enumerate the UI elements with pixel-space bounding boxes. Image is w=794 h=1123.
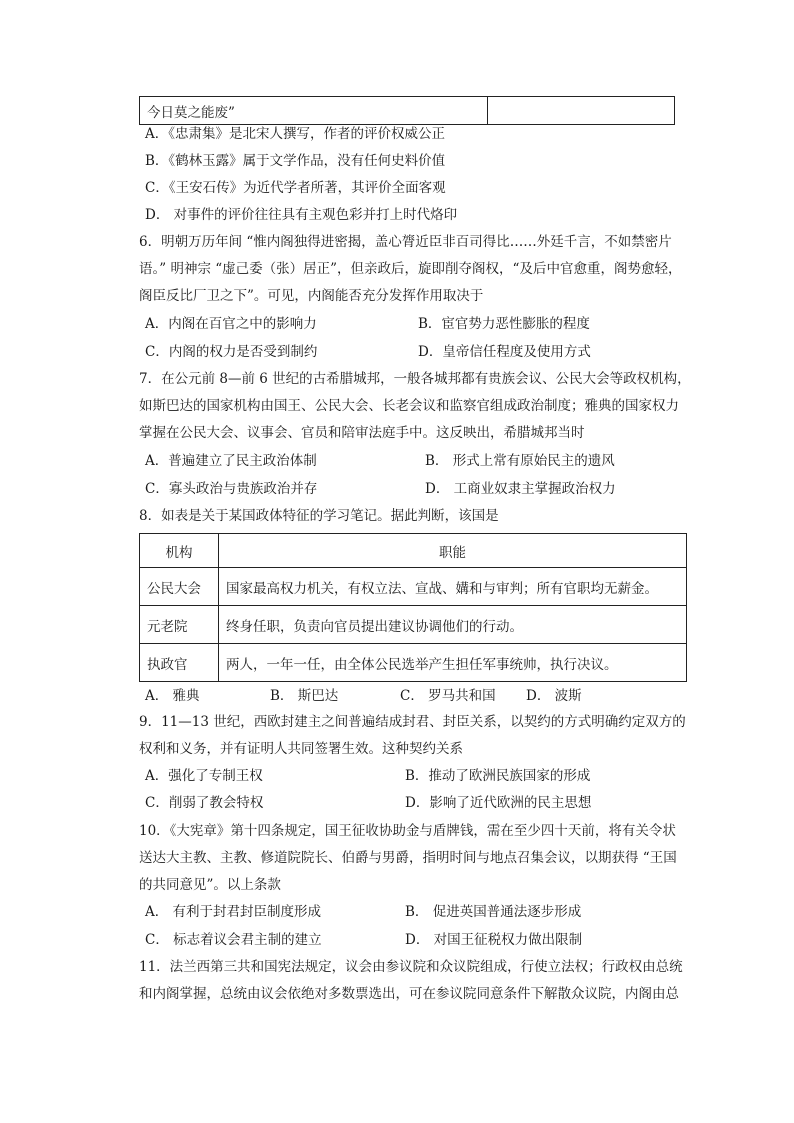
q8-option-b: B． 斯巴达 xyxy=(270,688,339,704)
q10-option-c: C． 标志着议会君主制的建立 xyxy=(145,932,322,948)
top-table-cell: 今日莫之能废” xyxy=(140,97,488,125)
q7-stem-line-3: 掌握在公民大会、议事会、官员和陪审法庭手中。这反映出，希腊城邦当时 xyxy=(139,425,585,441)
q10-stem-line-3: 的共同意见”。以上条款 xyxy=(139,877,281,893)
q7-option-c: C．寡头政治与贵族政治并存 xyxy=(145,481,318,497)
q7-stem-line-1: 7．在公元前 8—前 6 世纪的古希腊城邦，一般各城邦都有贵族会议、公民大会等政权机构， xyxy=(139,371,691,387)
q8-option-a: A． 雅典 xyxy=(145,688,200,704)
q8-table-cell: 元老院 xyxy=(140,606,219,644)
table-row xyxy=(140,606,687,644)
q7-stem-line-2: 如斯巴达的国家机构由国王、公民大会、长老会议和监察官组成政治制度；雅典的国家权力 xyxy=(139,398,679,414)
q6-option-b: B．宦官势力恶性膨胀的程度 xyxy=(418,316,590,332)
q7-option-b: B． 形式上常有原始民主的遗风 xyxy=(425,453,615,469)
q11-stem-line-2: 和内阁掌握，总统由议会依绝对多数票选出，可在参议院同意条件下解散众议院，内阁由总 xyxy=(139,986,679,1002)
q7-option-d: D． 工商业奴隶主掌握政治权力 xyxy=(425,481,616,497)
q8-table-cell: 终身任职，负责向官员提出建议协调他们的行动。 xyxy=(219,606,687,644)
table-row xyxy=(140,644,687,682)
q10-stem-line-1: 10．《大宪章》第十四条规定，国王征收协助金与盾牌钱，需在至少四十天前，将有关令状 xyxy=(139,823,676,839)
top-table-empty-cell xyxy=(488,97,675,125)
top-table xyxy=(139,96,675,125)
q8-table xyxy=(139,533,687,682)
q8-option-c: C． 罗马共和国 xyxy=(400,688,496,704)
q9-stem-line-2: 权利和义务，并有证明人共同签署生效。这种契约关系 xyxy=(139,741,463,757)
q8-table-cell: 国家最高权力机关，有权立法、宣战、媾和与审判；所有官职均无薪金。 xyxy=(219,568,687,606)
q5-option-d: D． 对事件的评价往往具有主观色彩并打上时代烙印 xyxy=(145,207,458,223)
q8-table-cell: 公民大会 xyxy=(140,568,219,606)
q8-table-cell: 两人，一年一任，由全体公民选举产生担任军事统帅，执行决议。 xyxy=(219,644,687,682)
q6-stem-line-1: 6．明朝万历年间 “惟内阁独得进密揭，盖心膂近臣非百司得比……外廷千言，不如禁密片 xyxy=(139,234,672,250)
q10-option-b: B． 促进英国普通法逐步形成 xyxy=(405,904,582,920)
q6-option-a: A．内阁在百官之中的影响力 xyxy=(145,316,317,332)
q8-table-header-function: 职能 xyxy=(219,534,687,568)
q10-option-d: D． 对国王征税权力做出限制 xyxy=(405,932,583,948)
q9-option-d: D．影响了近代欧洲的民主思想 xyxy=(405,795,592,811)
q7-option-a: A．普遍建立了民主政治体制 xyxy=(145,453,317,469)
q5-option-b: B．《鹤林玉露》属于文学作品，没有任何史料价值 xyxy=(145,153,446,169)
q6-stem-line-3: 阁臣反比厂卫之下”。可见，内阁能否充分发挥作用取决于 xyxy=(139,288,484,304)
q5-option-c: C．《王安石传》为近代学者所著，其评价全面客观 xyxy=(145,180,446,196)
q11-stem-line-1: 11．法兰西第三共和国宪法规定，议会由参议院和众议院组成，行使立法权；行政权由总统 xyxy=(139,959,683,975)
q10-stem-line-2: 送达大主教、主教、修道院院长、伯爵与男爵，指明时间与地点召集会议，以期获得 “王国 xyxy=(139,850,677,866)
q6-stem-line-2: 语。” 明神宗 “虚己委（张）居正”，但亲政后，旋即削夺阁权，“及后中官愈重，阁势愈轻， xyxy=(139,261,682,277)
q6-option-d: D．皇帝信任程度及使用方式 xyxy=(418,344,591,360)
table-row xyxy=(140,568,687,606)
q8-table-header-institution: 机构 xyxy=(140,534,219,568)
q9-option-b: B．推动了欧洲民族国家的形成 xyxy=(405,768,591,784)
q8-table-cell: 执政官 xyxy=(140,644,219,682)
q9-option-c: C．削弱了教会特权 xyxy=(145,795,264,811)
q6-option-c: C．内阁的权力是否受到制约 xyxy=(145,344,318,360)
q10-option-a: A． 有利于封君封臣制度形成 xyxy=(145,904,322,920)
q8-option-d: D． 波斯 xyxy=(526,688,582,704)
q5-option-a: A．《忠肃集》是北宋人撰写，作者的评价权威公正 xyxy=(145,126,445,142)
q9-option-a: A．强化了专制王权 xyxy=(145,768,263,784)
q9-stem-line-1: 9．11—13 世纪，西欧封建主之间普遍结成封君、封臣关系，以契约的方式明确约定双方的 xyxy=(139,714,686,730)
q8-stem: 8．如表是关于某国政体特征的学习笔记。据此判断，该国是 xyxy=(139,508,499,524)
